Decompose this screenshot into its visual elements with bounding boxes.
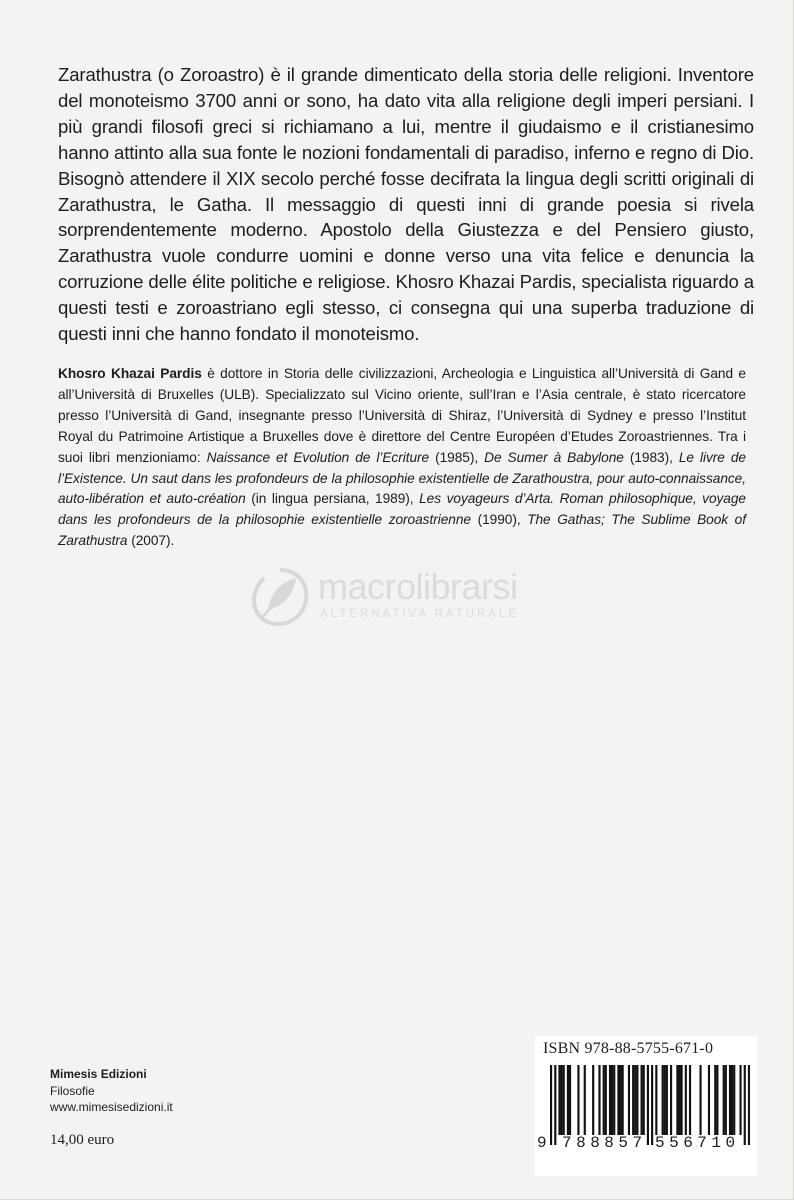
barcode-bar bbox=[739, 1065, 741, 1135]
barcode-bar bbox=[725, 1065, 727, 1135]
barcode-bar bbox=[744, 1065, 746, 1145]
barcode-bar bbox=[611, 1065, 613, 1135]
barcode-bar bbox=[577, 1065, 579, 1135]
barcode-bar bbox=[605, 1065, 607, 1135]
watermark-tagline: ALTERNATIVA NATURALE bbox=[320, 608, 520, 620]
barcode-bar bbox=[567, 1065, 569, 1135]
bio-text: (1983), bbox=[623, 449, 679, 465]
barcode-bar bbox=[632, 1065, 634, 1135]
barcode-bar bbox=[699, 1065, 701, 1135]
barcode-bar bbox=[613, 1065, 615, 1135]
bio-text: (1990), bbox=[470, 512, 528, 528]
barcode-bar bbox=[714, 1065, 716, 1135]
barcode-bar bbox=[676, 1065, 678, 1135]
leaf-logo-icon bbox=[248, 566, 312, 628]
book-title: Naissance et Evolution de l’Ecriture bbox=[206, 449, 430, 465]
barcode-group-left: 788857 bbox=[562, 1134, 647, 1152]
barcode-bar bbox=[569, 1065, 571, 1135]
barcode-bar bbox=[592, 1065, 594, 1135]
barcode-bar bbox=[634, 1065, 636, 1135]
barcode-bar bbox=[731, 1065, 733, 1135]
barcode-bar bbox=[598, 1065, 600, 1135]
barcode-bar bbox=[609, 1065, 611, 1135]
publisher-name: Mimesis Edizioni bbox=[50, 1067, 147, 1081]
barcode-first-digit: 9 bbox=[537, 1134, 547, 1152]
barcode-bar bbox=[662, 1065, 664, 1135]
barcode-bar bbox=[636, 1065, 638, 1135]
barcode-bar bbox=[666, 1065, 668, 1135]
barcode-bar bbox=[617, 1065, 619, 1135]
barcode-bar bbox=[664, 1065, 666, 1135]
barcode-bar bbox=[647, 1065, 649, 1145]
barcode-group-right: 556710 bbox=[655, 1134, 740, 1152]
author-name: Khosro Khazai Pardis bbox=[58, 366, 202, 381]
barcode bbox=[550, 1065, 750, 1145]
watermark bbox=[248, 566, 558, 636]
barcode-bar bbox=[641, 1065, 643, 1135]
barcode-bar bbox=[554, 1065, 556, 1145]
barcode-bar bbox=[681, 1065, 683, 1135]
book-title: De Sumer à Babylone bbox=[484, 449, 624, 465]
barcode-bar bbox=[563, 1065, 565, 1135]
barcode-bar bbox=[603, 1065, 605, 1135]
series-name: Filosofie bbox=[50, 1083, 95, 1098]
barcode-bar bbox=[716, 1065, 718, 1135]
barcode-digits bbox=[535, 1134, 757, 1156]
barcode-bar bbox=[558, 1065, 560, 1135]
barcode-bar bbox=[723, 1065, 725, 1135]
book-title: Le livre de l’Existence. Un saut dans les profondeurs de la philosophie existentielle de Zarathoustra, pour auto-connaissance, auto-libération et auto-création bbox=[58, 449, 746, 507]
price: 14,00 euro bbox=[50, 1132, 115, 1148]
barcode-bar bbox=[655, 1065, 657, 1135]
book-title: Les voyageurs d’Arta. Roman philosophique, voyage dans les profondeurs de la philosophie existentielle zoroastrienne bbox=[58, 491, 746, 528]
barcode-bar bbox=[619, 1065, 621, 1135]
barcode-bar bbox=[628, 1065, 630, 1135]
bio-text: (2007). bbox=[127, 533, 175, 549]
publisher-info bbox=[50, 1066, 173, 1116]
bio-text: (in lingua persiana, 1989), bbox=[245, 491, 420, 507]
watermark-brand: macrolibrarsi bbox=[318, 566, 518, 607]
barcode-bar bbox=[678, 1065, 680, 1135]
publisher-website: www.mimesisedizioni.it bbox=[50, 1100, 173, 1114]
bio-text: è dottore in Storia delle civilizzazioni, Archeologia e Linguistica all’Università di Gand e all’Università di Bruxelles (ULB). Specializzato sul Vicino oriente, sull’Iran e l’Asia centrale, è stato ricercatore presso l’Università di Gand, insegnante presso l’Università di Shiraz, l’Università di Sydney e presso l’Institut Royal du Patrimoine Artistique a Bruxelles dove è direttore del Centre Européen d’Etudes Zoroastriennes. Tra i suoi libri menzioniamo: bbox=[58, 366, 746, 465]
isbn-label: ISBN 978-88-5755-671-0 bbox=[543, 1040, 714, 1057]
barcode-bar bbox=[550, 1065, 552, 1145]
barcode-bar bbox=[733, 1065, 735, 1135]
barcode-bar bbox=[708, 1065, 710, 1135]
barcode-bar bbox=[643, 1065, 645, 1135]
bio-text: (1985), bbox=[429, 449, 485, 465]
book-title: The Gathas; The Sublime Book of Zarathustra bbox=[58, 512, 746, 549]
barcode-panel bbox=[535, 1036, 757, 1176]
barcode-bar bbox=[561, 1065, 563, 1135]
barcode-bar bbox=[729, 1065, 731, 1135]
barcode-bar bbox=[584, 1065, 586, 1135]
barcode-bar bbox=[748, 1065, 750, 1145]
barcode-bar bbox=[685, 1065, 687, 1135]
barcode-bar bbox=[670, 1065, 672, 1135]
barcode-bar bbox=[689, 1065, 691, 1135]
author-bio bbox=[58, 364, 746, 552]
barcode-bar bbox=[622, 1065, 624, 1135]
cover-blurb: Zarathustra (o Zoroastro) è il grande dimenticato della storia delle religioni. Inventore del monoteismo 3700 anni or sono, ha dato vita alla religione degli imperi persiani. I più grandi filosofi greci si richiamano a lui, mentre il giudaismo e il cristianesimo hanno attinto alla sua fonte le nozioni fondamentali di paradiso, inferno e regno di Dio. Bisognò attendere il XIX secolo perché fosse decifrata la lingua degli scritti originali di Zarathustra, le Gatha. Il messaggio di questi inni di grande poesia si rivela sorprendentemente moderno. Apostolo della Giustezza e del Pensiero giusto, Zarathustra vuole condurre uomini e donne verso una vita felice e denuncia la corruzione delle élite politiche e religiose. Khosro Khazai Pardis, specialista riguardo a questi testi e zoroastriano egli stesso, ci consegna qui una superba traduzione di questi inni che hanno fondato il monoteismo. bbox=[58, 64, 754, 345]
barcode-bar bbox=[651, 1065, 653, 1145]
